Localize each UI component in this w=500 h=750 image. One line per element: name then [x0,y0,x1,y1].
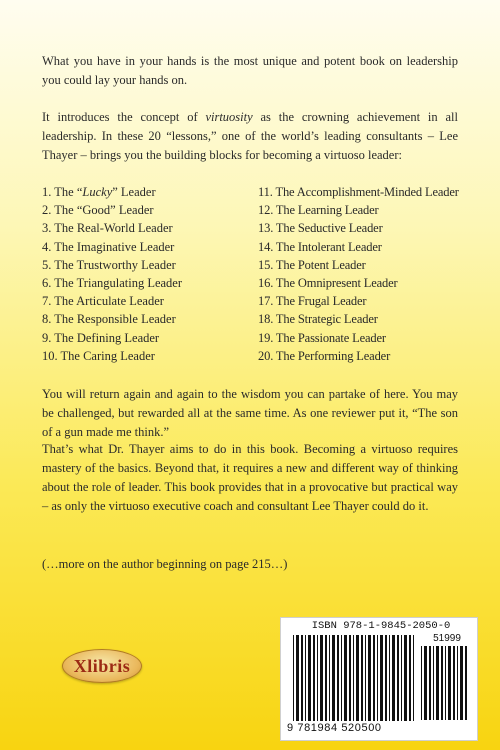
lesson-item: 8. The Responsible Leader [42,312,176,327]
barcode-bar [337,635,339,721]
publisher-logo-text: Xlibris [73,655,131,676]
lesson-item: 14. The Intolerant Leader [258,239,382,254]
barcode-bar [392,635,395,721]
barcode-bar [329,635,330,721]
barcode-bar [349,635,351,721]
barcode-bar [460,646,463,720]
return-paragraph [42,385,458,442]
barcode-bar [436,646,439,720]
barcode-bar [341,635,342,721]
barcode-bar [448,646,451,720]
lesson-item: 11. The Accomplishment-Minded Leader [258,185,459,199]
barcode-bar [305,635,306,721]
barcode-bar [332,635,335,721]
barcode-bar [397,635,399,721]
lesson-item: 15. The Potent Leader [258,257,366,272]
lesson-item: 1. The “Lucky” Leader [42,185,156,199]
barcode-bar [313,635,315,721]
isbn-label: ISBN 978-1-9845-2050-0 [311,620,451,632]
barcode-bar [365,635,366,721]
concept-text-before: It introduces the concept of [42,110,206,124]
author-note-text: (…more on the author beginning on page 215…) [42,557,288,571]
lesson-item: 10. The Caring Leader [42,348,155,363]
barcode-bar [293,635,294,721]
lesson-item: 7. The Articulate Leader [42,294,164,309]
concept-text [42,108,458,165]
barcode-bar [413,635,414,721]
barcode-bar [308,635,311,721]
concept-italic-word: virtuosity [205,110,253,124]
lesson-item: 12. The Learning Leader [258,203,379,218]
lesson-item: 2. The “Good” Leader [42,203,154,218]
barcode-bar [421,646,422,720]
barcode-bar [389,635,390,721]
intro-paragraph [42,52,458,90]
barcode-bar [380,635,383,721]
lesson-item: 20. The Performing Leader [258,348,391,363]
lesson-item: 3. The Real-World Leader [42,221,173,236]
basics-text: That’s what Dr. Thayer aims to do in this book. Becoming a virtuoso requires mastery of the basics. Beyond that, it requires a new and different way of thinking about the role of leader. This book provides that in a provocative but practical way – as only the virtuoso executive coach and consultant Lee Thayer could do it. [42,442,458,513]
barcode-bar [385,635,387,721]
lesson-item: 6. The Triangulating Leader [42,276,183,291]
lesson-item: 5. The Trustworthy Leader [42,257,176,272]
barcode-bar [465,646,467,720]
barcode-bar [457,646,458,720]
publisher-logo [62,649,142,683]
barcode-bar [344,635,347,721]
lessons-list-right [258,183,459,365]
author-note [42,555,458,574]
barcode-bar [429,646,431,720]
lesson-item: 17. The Frugal Leader [258,294,367,309]
barcode-bar [424,646,427,720]
barcode-bar [353,635,354,721]
barcode-bar [453,646,455,720]
barcode-bar [368,635,371,721]
lesson-item: 19. The Passionate Leader [258,330,386,345]
barcode-bar [441,646,443,720]
barcode-bar [377,635,378,721]
barcode-bar [404,635,407,721]
basics-paragraph [42,440,458,516]
barcode-bar [433,646,434,720]
concept-text-after: as the crowning achievement in all leadership. In these 20 “lessons,” one of the world’s leading consultants – Lee Thayer – brings you the building blocks for becoming a virtuoso leader: [42,110,458,162]
barcode-bar [445,646,446,720]
intro-text: What you have in your hands is the most unique and potent book on leadership you could lay your hands on. [42,54,458,87]
barcode-bar [361,635,363,721]
barcode-bar [409,635,411,721]
barcode-bar [373,635,375,721]
barcode-bar [301,635,303,721]
barcode-price-code: 51999 [433,633,461,644]
barcode-bar [320,635,323,721]
barcode-bar [325,635,327,721]
concept-paragraph [42,108,458,165]
barcode-digits: 9 781984 520500 [287,722,382,734]
barcode-bar [296,635,299,721]
barcode-bar [356,635,359,721]
barcode-addon-bars [421,646,471,720]
barcode-bar [317,635,318,721]
barcode-bars [293,635,417,721]
lesson-item: 16. The Omnipresent Leader [258,276,398,291]
lesson-item: 9. The Defining Leader [42,330,160,345]
lesson-item: 13. The Seductive Leader [258,221,383,236]
return-text: You will return again and again to the wisdom you can partake of here. You may be challenged, but rewarded all at the same time. As one reviewer put it, “The son of a gun made me think.” [42,387,458,439]
barcode-bar [401,635,402,721]
lessons-list-left [42,183,182,365]
lesson-item: 18. The Strategic Leader [258,312,378,327]
barcode-box [280,617,478,741]
lesson-item: 4. The Imaginative Leader [42,239,175,254]
